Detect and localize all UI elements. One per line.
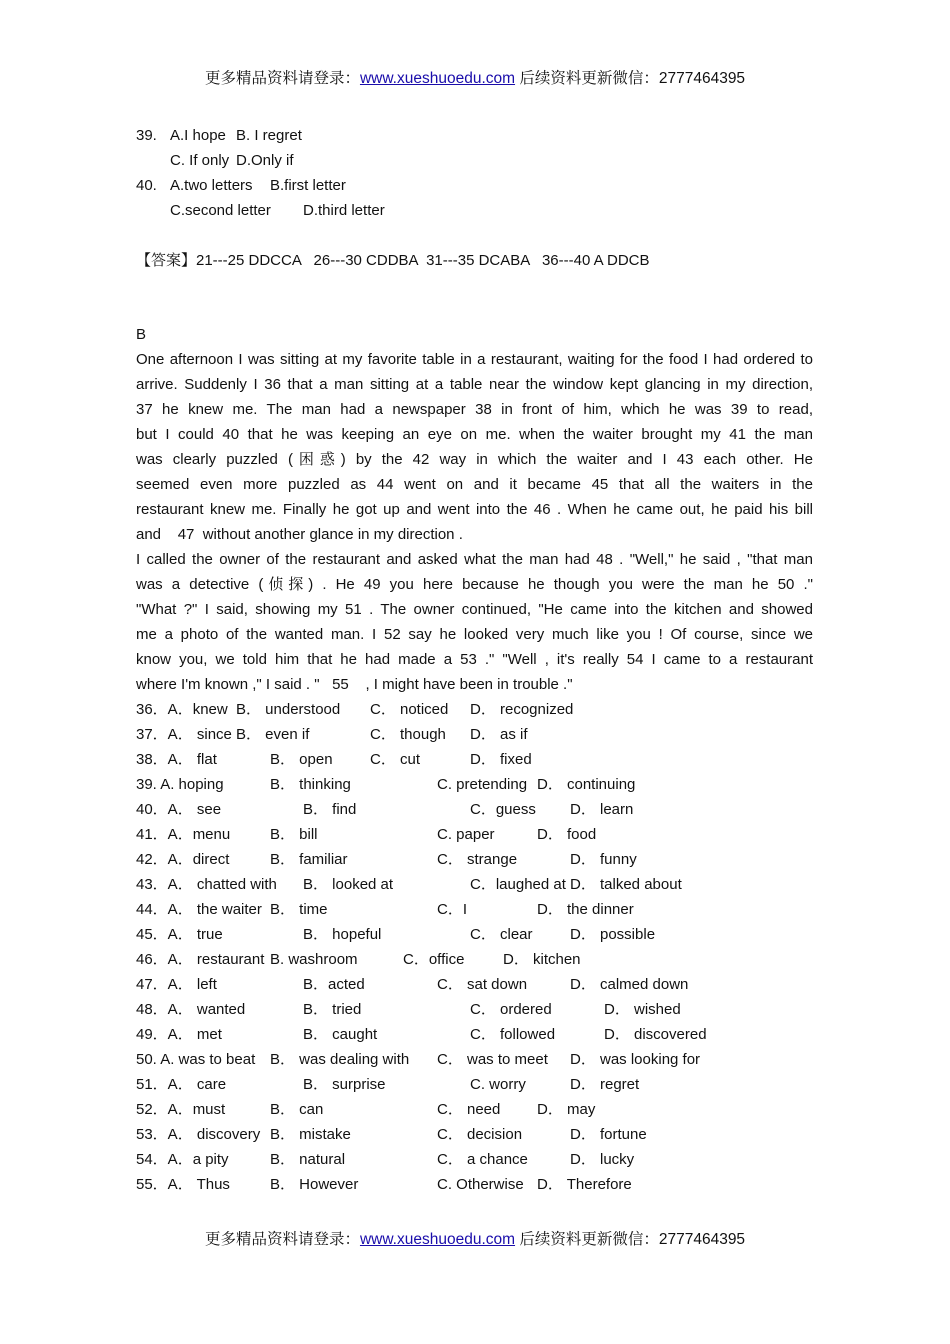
- option-c: C．guess: [470, 801, 536, 818]
- option-c: C． though: [370, 726, 446, 743]
- option-a: 40．A． see: [136, 801, 222, 818]
- option-d: D． talked about: [570, 876, 682, 893]
- question-row: [136, 797, 813, 822]
- option-d: D． was looking for: [570, 1051, 701, 1068]
- option-a: 37．A． since: [136, 726, 232, 743]
- option-d: D． fortune: [570, 1126, 647, 1143]
- question-row: [136, 1172, 813, 1197]
- passage-line: One afternoon I was sitting at my favorite table in a restaurant, waiting for the food I had ordered to: [136, 351, 813, 368]
- option-d: D． food: [537, 826, 597, 843]
- passage-line: but I could 40 that he was keeping an eye on me. when the waiter brought my 41 the man: [136, 426, 813, 443]
- header-suffix: 后续资料更新微信：2777464395: [515, 70, 746, 87]
- option-d: D． wished: [604, 1001, 681, 1018]
- header-prefix: 更多精品资料请登录：: [204, 70, 360, 87]
- option-c: C. Otherwise: [437, 1176, 524, 1193]
- option-d: D． regret: [570, 1076, 640, 1093]
- option-d: D． recognized: [470, 701, 574, 718]
- question-number: 39.: [136, 127, 157, 144]
- option-a: 49．A． met: [136, 1026, 222, 1043]
- question-list: [136, 697, 813, 1197]
- question-row: [136, 1122, 813, 1147]
- question-row: [136, 847, 813, 872]
- option-d: D． calmed down: [570, 976, 689, 993]
- question-number: 40.: [136, 177, 157, 194]
- passage-line: and 47 without another glance in my direction .: [136, 526, 463, 543]
- question-row: [136, 872, 813, 897]
- option-a: 45．A． true: [136, 926, 223, 943]
- option-a: 38．A． flat: [136, 751, 217, 768]
- option-a: 52．A．must: [136, 1101, 226, 1118]
- option-c: C． clear: [470, 926, 533, 943]
- option-d: D． learn: [570, 801, 634, 818]
- option-b: B． surprise: [303, 1076, 386, 1093]
- option-b: B． tried: [303, 1001, 362, 1018]
- option-b: B． even if: [236, 726, 310, 743]
- question-40-row1: [136, 173, 813, 198]
- answer-key: 【答案】21---25 DDCCA 26---30 CDDBA 31---35 DCABA 36---40 A DDCB: [136, 252, 650, 269]
- option-a: 48．A． wanted: [136, 1001, 246, 1018]
- option-c: C．laughed at: [470, 876, 566, 893]
- option-b: B.first letter: [270, 177, 346, 194]
- option-a: 54．A．a pity: [136, 1151, 229, 1168]
- question-row: [136, 772, 813, 797]
- option-a: 47．A． left: [136, 976, 217, 993]
- option-c: C. worry: [470, 1076, 526, 1093]
- footer-suffix: 后续资料更新微信：2777464395: [515, 1231, 746, 1248]
- option-a: 44．A． the waiter: [136, 901, 262, 918]
- option-a: 53．A． discovery: [136, 1126, 261, 1143]
- footer-prefix: 更多精品资料请登录：: [204, 1231, 360, 1248]
- option-d: D.third letter: [303, 202, 385, 219]
- question-row: [136, 822, 813, 847]
- option-d: D.Only if: [236, 152, 294, 169]
- question-row: [136, 897, 813, 922]
- question-row: [136, 722, 813, 747]
- option-d: D． the dinner: [537, 901, 634, 918]
- option-b: B． bill: [270, 826, 318, 843]
- option-a: 46．A． restaurant: [136, 951, 265, 968]
- option-b: B． can: [270, 1101, 324, 1118]
- option-c: C． strange: [437, 851, 518, 868]
- option-b: B． find: [303, 801, 357, 818]
- option-a: 55．A． Thus: [136, 1176, 230, 1193]
- option-b: B． understood: [236, 701, 341, 718]
- option-b: B． However: [270, 1176, 359, 1193]
- option-c: C．office: [403, 951, 465, 968]
- question-row: [136, 747, 813, 772]
- question-row: [136, 1022, 813, 1047]
- option-b: B． mistake: [270, 1126, 351, 1143]
- option-c: C． followed: [470, 1026, 556, 1043]
- option-d: D． discovered: [604, 1026, 707, 1043]
- passage-line: restaurant knew me. Finally he got up and went into the 46 . When he came out, he paid his bill: [136, 501, 813, 518]
- option-b: B．acted: [303, 976, 365, 993]
- option-d: D． possible: [570, 926, 656, 943]
- question-row: [136, 1147, 813, 1172]
- option-c: C． need: [437, 1101, 501, 1118]
- option-b: B． was dealing with: [270, 1051, 410, 1068]
- header-link[interactable]: www.xueshuoedu.com: [359, 70, 516, 87]
- page-header: [0, 66, 950, 88]
- option-a: A.two letters: [170, 177, 253, 194]
- question-row: [136, 697, 813, 722]
- option-d: D． Therefore: [537, 1176, 632, 1193]
- option-c: C.second letter: [170, 202, 271, 219]
- passage-line: I called the owner of the restaurant and asked what the man had 48 . "Well," he said , "that man: [136, 551, 813, 568]
- passage-line: seemed even more puzzled as 44 went on and it became 45 that all the waiters in the: [136, 476, 813, 493]
- option-a: A.I hope: [170, 127, 226, 144]
- option-a: 51．A． care: [136, 1076, 227, 1093]
- option-c: C． noticed: [370, 701, 449, 718]
- passage-line: arrive. Suddenly I 36 that a man sitting at a table near the window kept glancing in my direction,: [136, 376, 813, 393]
- question-row: [136, 922, 813, 947]
- question-row: [136, 1072, 813, 1097]
- question-row: [136, 972, 813, 997]
- option-b: B. washroom: [270, 951, 358, 968]
- option-c: C． was to meet: [437, 1051, 548, 1068]
- option-b: B． open: [270, 751, 333, 768]
- option-a: 39. A. hoping: [136, 776, 224, 793]
- option-c: C． sat down: [437, 976, 528, 993]
- option-c: C. pretending: [437, 776, 528, 793]
- option-d: D． lucky: [570, 1151, 635, 1168]
- option-a: 42．A．direct: [136, 851, 230, 868]
- option-d: D． as if: [470, 726, 528, 743]
- section-heading: B: [136, 326, 147, 343]
- passage-line: 37 he knew me. The man had a newspaper 38 in front of him, which he was 39 to read,: [136, 401, 813, 418]
- footer-link[interactable]: www.xueshuoedu.com: [359, 1231, 516, 1248]
- option-a: 43．A． chatted with: [136, 876, 277, 893]
- passage-line: "What ?" I said, showing my 51 . The owner continued, "He came into the kitchen and showed: [136, 601, 813, 618]
- passage: [136, 347, 813, 697]
- option-b: B． time: [270, 901, 328, 918]
- question-row: [136, 997, 813, 1022]
- option-b: B． looked at: [303, 876, 394, 893]
- option-d: D． funny: [570, 851, 637, 868]
- option-d: D． continuing: [537, 776, 636, 793]
- question-40-row2: [136, 198, 813, 223]
- option-c: C．I: [437, 901, 468, 918]
- option-d: D． may: [537, 1101, 596, 1118]
- option-c: C. paper: [437, 826, 495, 843]
- option-b: B． caught: [303, 1026, 378, 1043]
- question-39-row1: [136, 123, 813, 148]
- question-row: [136, 947, 813, 972]
- option-b: B． familiar: [270, 851, 348, 868]
- question-39-row2: [136, 148, 813, 173]
- option-d: D． kitchen: [503, 951, 581, 968]
- option-b: B． hopeful: [303, 926, 382, 943]
- passage-line: know you, we told him that he had made a 53 ." "Well , it's really 54 I came to a restaurant: [136, 651, 813, 668]
- option-a: 36．A．knew: [136, 701, 228, 718]
- option-b: B. I regret: [236, 127, 302, 144]
- passage-line: where I'm known ," I said . " 55 , I might have been in trouble .": [136, 676, 573, 693]
- option-b: B． thinking: [270, 776, 351, 793]
- option-a: 41．A．menu: [136, 826, 231, 843]
- question-row: [136, 1047, 813, 1072]
- passage-line: was a detective (侦探) . He 49 you here because he though you were the man he 50 .": [136, 576, 813, 593]
- option-a: 50. A. was to beat: [136, 1051, 256, 1068]
- option-b: B． natural: [270, 1151, 346, 1168]
- option-c: C． a chance: [437, 1151, 528, 1168]
- option-c: C. If only: [170, 152, 230, 169]
- option-d: D． fixed: [470, 751, 532, 768]
- passage-line: me a photo of the wanted man. I 52 say he looked very much like you ! Of course, since we: [136, 626, 813, 643]
- page-footer: [0, 1227, 950, 1249]
- passage-line: was clearly puzzled (困惑) by the 42 way in which the waiter and I 43 each other. He: [136, 451, 813, 468]
- option-c: C． cut: [370, 751, 421, 768]
- question-row: [136, 1097, 813, 1122]
- document-body: [136, 123, 813, 1197]
- option-c: C． decision: [437, 1126, 523, 1143]
- option-c: C． ordered: [470, 1001, 552, 1018]
